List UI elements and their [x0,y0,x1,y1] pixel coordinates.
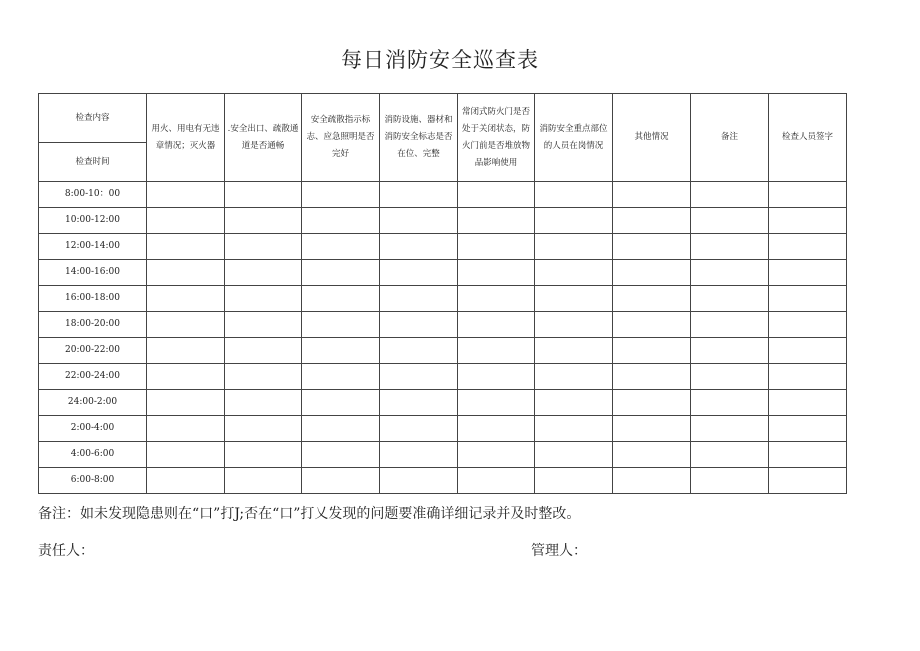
check-cell[interactable] [302,182,380,208]
footer-note: 备注：如未发现隐患则在“口”打J;否在“口”打乂发现的问题要准确详细记录并及时整改。 [38,506,581,522]
check-cell[interactable] [535,312,613,338]
table-row [39,260,847,286]
check-cell[interactable] [613,208,691,234]
check-cell[interactable] [225,208,302,234]
check-cell[interactable] [147,390,225,416]
check-cell[interactable] [769,312,847,338]
time-slot-cell: 24:00-2:00 [39,390,147,416]
table-row [39,286,847,312]
check-cell[interactable] [380,416,458,442]
check-cell[interactable] [302,234,380,260]
check-cell[interactable] [302,338,380,364]
check-cell[interactable] [535,260,613,286]
page-title: 每日消防安全巡查表 [341,48,539,72]
check-cell[interactable] [302,286,380,312]
check-cell[interactable] [691,312,769,338]
check-cell[interactable] [535,468,613,494]
check-cell[interactable] [535,416,613,442]
check-cell[interactable] [691,286,769,312]
check-cell[interactable] [691,182,769,208]
check-cell[interactable] [691,390,769,416]
check-cell[interactable] [613,390,691,416]
check-cell[interactable] [458,442,535,468]
check-cell[interactable] [769,286,847,312]
column-header-fire-electricity: 用火、用电有无违章情况；灭火器 [147,94,225,182]
check-cell[interactable] [225,390,302,416]
check-cell[interactable] [380,260,458,286]
check-cell[interactable] [225,286,302,312]
check-cell[interactable] [613,182,691,208]
check-cell[interactable] [691,338,769,364]
check-cell[interactable] [535,364,613,390]
column-header-remarks: 备注 [691,94,769,182]
check-cell[interactable] [225,338,302,364]
check-cell[interactable] [458,260,535,286]
column-header-key-personnel: 消防安全重点部位的人员在岗情况 [535,94,613,182]
table-row [39,390,847,416]
check-cell[interactable] [613,312,691,338]
check-cell[interactable] [769,364,847,390]
check-cell[interactable] [613,364,691,390]
patrol-table [38,93,847,494]
check-cell[interactable] [302,208,380,234]
check-cell[interactable] [613,442,691,468]
check-cell[interactable] [380,208,458,234]
check-cell[interactable] [147,182,225,208]
check-cell[interactable] [535,390,613,416]
check-cell[interactable] [769,468,847,494]
check-cell[interactable] [225,468,302,494]
check-cell[interactable] [691,208,769,234]
check-cell[interactable] [147,312,225,338]
check-cell[interactable] [458,416,535,442]
check-cell[interactable] [225,416,302,442]
check-cell[interactable] [769,234,847,260]
check-cell[interactable] [458,234,535,260]
time-slot-cell: 22:00-24:00 [39,364,147,390]
check-cell[interactable] [691,416,769,442]
table-row [39,208,847,234]
time-slot-cell: 4:00-6:00 [39,442,147,468]
table-row [39,182,847,208]
check-cell[interactable] [302,260,380,286]
time-slot-cell: 2:00-4:00 [39,416,147,442]
time-slot-cell: 12:00-14:00 [39,234,147,260]
check-cell[interactable] [302,416,380,442]
check-cell[interactable] [613,234,691,260]
column-header-exits: .安全出口、疏散通道是否通畅 [225,94,302,182]
table-row [39,442,847,468]
check-cell[interactable] [380,312,458,338]
check-cell[interactable] [380,182,458,208]
check-cell[interactable] [458,364,535,390]
check-cell[interactable] [458,312,535,338]
time-slot-cell: 10:00-12:00 [39,208,147,234]
time-slot-cell: 8:00-10：00 [39,182,147,208]
header-corner-content: 检查内容 [39,94,147,143]
table-row [39,312,847,338]
check-cell[interactable] [535,338,613,364]
check-cell[interactable] [147,338,225,364]
column-header-fire-equipment: 消防设施、器材和消防安全标志是否在位、完整 [380,94,458,182]
check-cell[interactable] [458,338,535,364]
check-cell[interactable] [769,208,847,234]
check-cell[interactable] [458,286,535,312]
manager-label: 管理人： [531,543,587,559]
check-cell[interactable] [302,442,380,468]
check-cell[interactable] [380,390,458,416]
responsible-person-label: 责任人： [38,543,94,559]
check-cell[interactable] [691,468,769,494]
check-cell[interactable] [613,260,691,286]
table-row [39,416,847,442]
header-corner-time: 检查时间 [39,143,147,182]
check-cell[interactable] [691,234,769,260]
check-cell[interactable] [535,234,613,260]
table-row [39,234,847,260]
check-cell[interactable] [613,338,691,364]
check-cell[interactable] [225,182,302,208]
check-cell[interactable] [380,338,458,364]
check-cell[interactable] [302,312,380,338]
check-cell[interactable] [380,364,458,390]
check-cell[interactable] [769,416,847,442]
check-cell[interactable] [458,390,535,416]
check-cell[interactable] [535,286,613,312]
check-cell[interactable] [147,260,225,286]
check-cell[interactable] [380,286,458,312]
check-cell[interactable] [613,468,691,494]
check-cell[interactable] [458,182,535,208]
time-slot-cell: 6:00-8:00 [39,468,147,494]
check-cell[interactable] [147,364,225,390]
column-header-other: 其他情况 [613,94,691,182]
check-cell[interactable] [302,390,380,416]
check-cell[interactable] [225,364,302,390]
check-cell[interactable] [225,442,302,468]
check-cell[interactable] [613,416,691,442]
table-row [39,468,847,494]
check-cell[interactable] [458,208,535,234]
table-row [39,364,847,390]
check-cell[interactable] [147,208,225,234]
check-cell[interactable] [380,442,458,468]
check-cell[interactable] [769,260,847,286]
time-slot-cell: 16:00-18:00 [39,286,147,312]
check-cell[interactable] [147,234,225,260]
check-cell[interactable] [535,208,613,234]
check-cell[interactable] [225,260,302,286]
check-cell[interactable] [769,338,847,364]
time-slot-cell: 18:00-20:00 [39,312,147,338]
check-cell[interactable] [380,468,458,494]
column-header-evacuation-signs: 安全疏散指示标志、应急照明是否完好 [302,94,380,182]
check-cell[interactable] [535,182,613,208]
check-cell[interactable] [769,390,847,416]
check-cell[interactable] [225,234,302,260]
check-cell[interactable] [613,286,691,312]
time-slot-cell: 14:00-16:00 [39,260,147,286]
column-header-fire-doors: 常闭式防火门是否处于关闭状态，防火门前是否堆放物品影响使用 [458,94,535,182]
check-cell[interactable] [147,286,225,312]
check-cell[interactable] [458,468,535,494]
check-cell[interactable] [225,312,302,338]
check-cell[interactable] [769,442,847,468]
check-cell[interactable] [691,442,769,468]
check-cell[interactable] [147,468,225,494]
check-cell[interactable] [147,442,225,468]
check-cell[interactable] [535,442,613,468]
check-cell[interactable] [769,182,847,208]
column-header-inspector-signature: 检查人员签字 [769,94,847,182]
table-row [39,338,847,364]
check-cell[interactable] [302,468,380,494]
time-slot-cell: 20:00-22:00 [39,338,147,364]
check-cell[interactable] [380,234,458,260]
check-cell[interactable] [691,260,769,286]
check-cell[interactable] [302,364,380,390]
check-cell[interactable] [691,364,769,390]
check-cell[interactable] [147,416,225,442]
